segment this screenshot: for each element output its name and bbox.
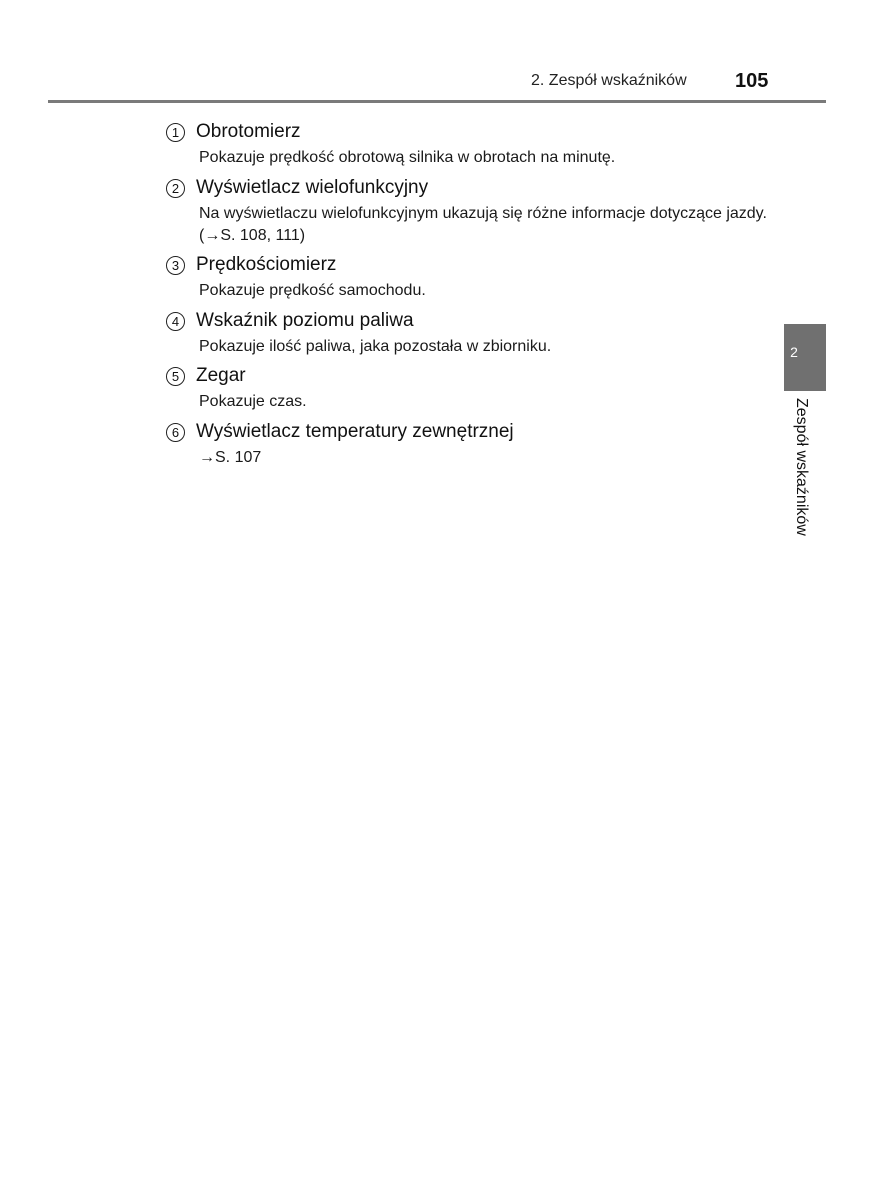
list-item-multi-display	[166, 176, 776, 247]
chapter-tab-label: Zespół wskaźników	[793, 398, 810, 536]
item-number-badge: 3	[166, 256, 185, 275]
item-title: Wskaźnik poziomu paliwa	[196, 310, 414, 331]
list-item-clock	[166, 364, 776, 413]
section-title: 2. Zespół wskaźników	[531, 72, 687, 89]
list-item-outside-temp	[166, 420, 776, 469]
item-title: Wyświetlacz temperatury zewnętrznej	[196, 421, 514, 442]
item-number-badge: 4	[166, 312, 185, 331]
item-description: Pokazuje czas.	[199, 393, 307, 410]
page-number: 105	[735, 70, 769, 92]
header-divider	[48, 100, 826, 103]
item-description: Pokazuje prędkość obrotową silnika w obrotach na minutę.	[199, 149, 616, 166]
item-description: Pokazuje ilość paliwa, jaka pozostała w zbiorniku.	[199, 338, 552, 355]
item-title: Prędkościomierz	[196, 254, 337, 275]
item-number-badge: 5	[166, 367, 185, 386]
chapter-tab-number: 2	[790, 344, 798, 360]
item-title: Zegar	[196, 365, 246, 386]
item-description: Pokazuje prędkość samochodu.	[199, 282, 426, 299]
item-number-badge: 2	[166, 179, 185, 198]
item-number-badge: 6	[166, 423, 185, 442]
item-title: Wyświetlacz wielofunkcyjny	[196, 177, 429, 198]
item-description: →S. 107	[199, 449, 262, 466]
item-description: Na wyświetlaczu wielofunkcyjnym ukazują się różne informacje dotyczące jazdy. (→S. 108, 111)	[199, 205, 767, 244]
chapter-tab	[784, 324, 826, 391]
item-number-badge: 1	[166, 123, 185, 142]
list-item-fuel-gauge	[166, 309, 776, 358]
list-item-tachometer	[166, 120, 776, 169]
list-item-speedometer	[166, 253, 776, 302]
item-title: Obrotomierz	[196, 121, 301, 142]
